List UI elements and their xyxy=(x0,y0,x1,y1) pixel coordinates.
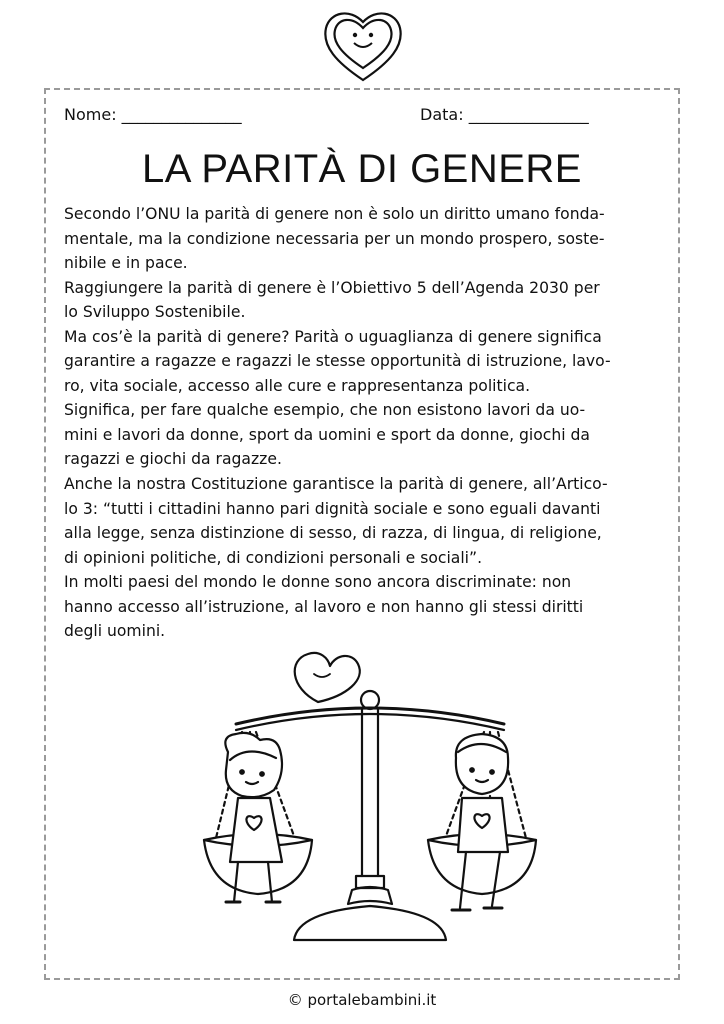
text-line: Anche la nostra Costituzione garantisce la parità di genere, all’Artico- xyxy=(64,475,608,494)
name-field[interactable] xyxy=(64,105,242,124)
text-line: ragazzi e giochi da ragazze. xyxy=(64,450,282,469)
text-line: hanno accesso all’istruzione, al lavoro e non hanno gli stessi diritti xyxy=(64,597,584,616)
copyright-footer: © portalebambini.it xyxy=(287,991,437,1009)
text-line: Secondo l’ONU la parità di genere non è solo un diritto umano fonda- xyxy=(64,205,605,223)
scale-base xyxy=(294,906,446,940)
text-line: di opinioni politiche, di condizioni personali e sociali”. xyxy=(64,548,483,567)
balance-scale-icon xyxy=(190,640,550,962)
name-blank-line[interactable]: _______________ xyxy=(121,105,242,124)
scale-pillar xyxy=(362,708,378,876)
date-label: Data: xyxy=(420,105,464,124)
text-line: degli uomini. xyxy=(64,622,166,641)
text-line: garantire a ragazze e ragazzi le stesse opportunità di istruzione, lavo- xyxy=(64,352,611,371)
heart-balloon xyxy=(295,653,360,702)
heart-smiley-icon xyxy=(318,4,408,86)
text-line: ro, vita sociale, accesso alle cure e rappresentanza politica. xyxy=(64,376,531,395)
text-line: mini e lavori da donne, sport da uomini e sport da donne, giochi da xyxy=(64,425,590,444)
text-line: lo 3: “tutti i cittadini hanno pari dignità sociale e sono eguali davanti xyxy=(64,499,601,518)
page-title: LA PARITÀ DI GENERE xyxy=(142,147,582,191)
name-label: Nome: xyxy=(64,105,117,124)
text-line: mentale, ma la condizione necessaria per un mondo prospero, soste- xyxy=(64,229,605,248)
date-blank-line[interactable]: _______________ xyxy=(468,105,589,124)
text-line: Significa, per fare qualche esempio, che non esistono lavori da uo- xyxy=(64,401,586,420)
text-line: alla legge, senza distinzione di sesso, di razza, di lingua, di religione, xyxy=(64,524,602,543)
body-text xyxy=(64,202,660,644)
text-line: Ma cos’è la parità di genere? Parità o uguaglianza di genere significa xyxy=(64,327,602,346)
text-line: Raggiungere la parità di genere è l’Obiettivo 5 dell’Agenda 2030 per xyxy=(64,278,600,297)
date-field[interactable] xyxy=(420,105,589,124)
text-line: nibile e in pace. xyxy=(64,254,188,273)
text-line: lo Sviluppo Sostenibile. xyxy=(64,303,246,322)
text-line: In molti paesi del mondo le donne sono ancora discriminate: non xyxy=(64,573,572,592)
